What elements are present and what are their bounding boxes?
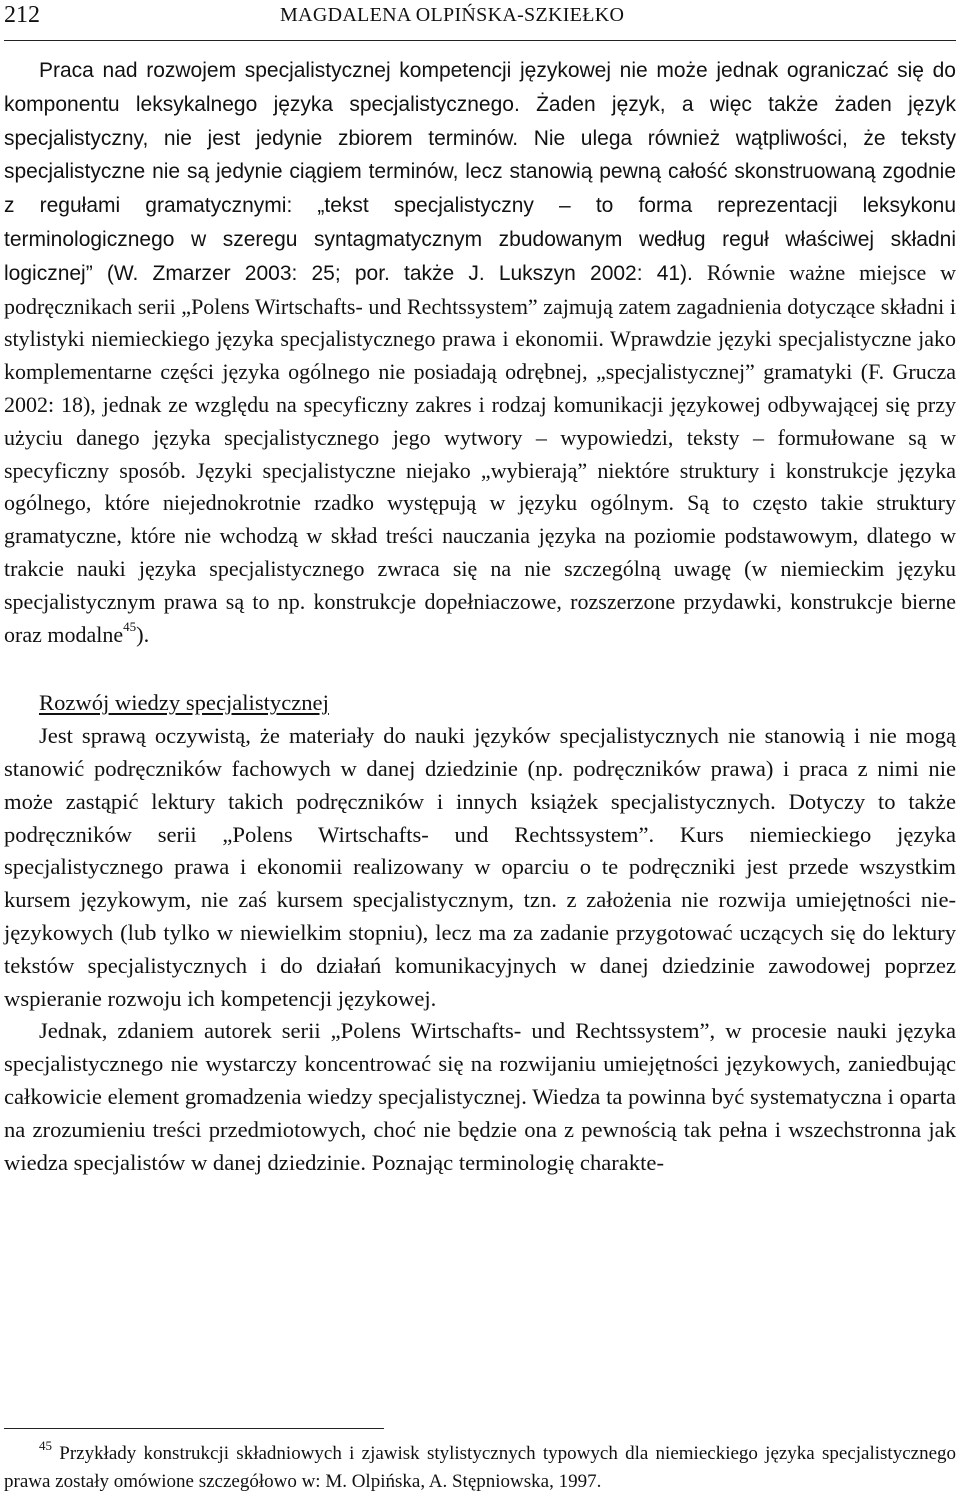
running-head: MAGDALENA OLPIŃSKA-SZKIEŁKO xyxy=(280,4,625,26)
footnote-divider xyxy=(4,1428,384,1429)
footnote-45 xyxy=(4,1437,956,1496)
paragraph-3: Jednak, zdaniem autorek serii „Polens Wirtschafts- und Rechtssystem”, w procesie nauki języka specjalistycznego nie wystarczy koncentrować się na rozwijaniu umiejętności językowych, zaniedbując całkowicie element gromadzenia wiedzy specjalistycznej. Wiedza ta powinna być systematyczna i oparta na zrozumieniu treści przedmiotowych, choć nie będzie ona z pewnością tak pełna i wszechstronna jak wiedza specjalistów w danej dziedzinie. Poznając terminologię charakte- xyxy=(4,1018,956,1175)
paragraph-1-serif-part: Równie ważne miejsce w podręcznikach serii „Polens Wirtschafts- und Rechtssystem” zajmują zatem zagadnienia dotyczące składni i stylistyki niemieckiego języka specjalistycznego prawa i ekonomii. Wprawdzie języki specjalistyczne jako komplementarne części języka ogólnego nie posiadają odrębnej, „specjalistycznej” gramatyki (F. Grucza 2002: 18), jednak ze względu na specyficzny zakres i rodzaj komunikacji językowej odbywającej się przy użyciu danego języka specjalistycznego jego wytwory – wypowiedzi, teksty – formułowane są w specyficzny sposób. Języki specjalistyczne niejako „wybierają” niektóre struktury i konstrukcje języka ogólnego, które niejednokrotnie rzadko występują w języku ogólnym. Są to często takie struktury gramatyczne, które nie wchodzą w skład treści nauczania języka na poziomie podstawowym, dlatego w trakcie nauki języka specjalistycznego zwraca się na nie szczególną uwagę (w niemieckim języku specjalistycznym prawa są to np. konstrukcje dopełniaczowe, rozszerzone przydawki, konstrukcje bierne oraz modalne xyxy=(4,259,957,647)
footnote-text xyxy=(4,1437,956,1496)
footnote-number: 45 xyxy=(39,1437,52,1453)
paragraph-2: Jest sprawą oczywistą, że materiały do nauki języków specjalistycznych nie stanowią i nie mogą stanowić podręczników fachowych w danej dziedzinie (np. podręczników prawa) i praca z nimi nie może zastąpić lektury takich podręczników i innych książek specjalistycznych. Dotyczy to także podręczników serii „Polens Wirtschafts- und Rechtssystem”. Kurs niemieckiego języka specjalistycznego prawa i ekonomii realizowany w oparciu o te podręczniki jest przede wszystkim kursem językowym, nie zaś kursem specjalistycznym, tzn. z założenia nie rozwija umiejętności nie-językowych (lub tylko w niewielkim stopniu), lecz ma za zadanie przygotować uczących się do lektury tekstów specjalistycznych i do działań komunikacyjnych w danej dziedzinie zawodowej poprzez wspieranie rozwoju ich kompetencji językowej. xyxy=(4,723,956,1011)
footnote-ref-45[interactable]: 45 xyxy=(123,619,137,635)
section-heading: Rozwój wiedzy specjalistycznej xyxy=(39,690,329,716)
body-text xyxy=(4,54,956,1179)
footnote-body: Przykłady konstrukcji składniowych i zjawisk stylistycznych typowych dla niemieckiego języka specjalistycznego prawa zostały omówione szczegółowo w: M. Olpińska, A. Stępniowska, 1997. xyxy=(4,1443,956,1492)
paragraph-1-end: ). xyxy=(136,621,150,647)
paragraph-1-sans-part: Praca nad rozwojem specjalistycznej kompetencji językowej nie może jednak ograniczać się do komponentu leksykalnego języka specjalistycznego. Żaden język, a więc także żaden język specjalistyczny, nie jest jedynie zbiorem terminów. Nie ulega również wątpliwości, że teksty specjalistyczne nie są jedynie ciągiem terminów, lecz stanowią pewną całość skonstruowaną zgodnie z regułami gramatycznymi: „tekst specjalistyczny – to forma reprezentacji leksykonu terminologicznego w szeregu syntagmatycznym zbudowanym według reguł właściwej składni logicznej” (W. Zmarzer 2003: 25; por. także J. Lukszyn 2002: 41). xyxy=(4,59,956,285)
page-number: 212 xyxy=(4,2,40,28)
document-page xyxy=(4,0,957,1492)
page-header xyxy=(4,0,956,41)
paragraph-1 xyxy=(4,54,956,651)
